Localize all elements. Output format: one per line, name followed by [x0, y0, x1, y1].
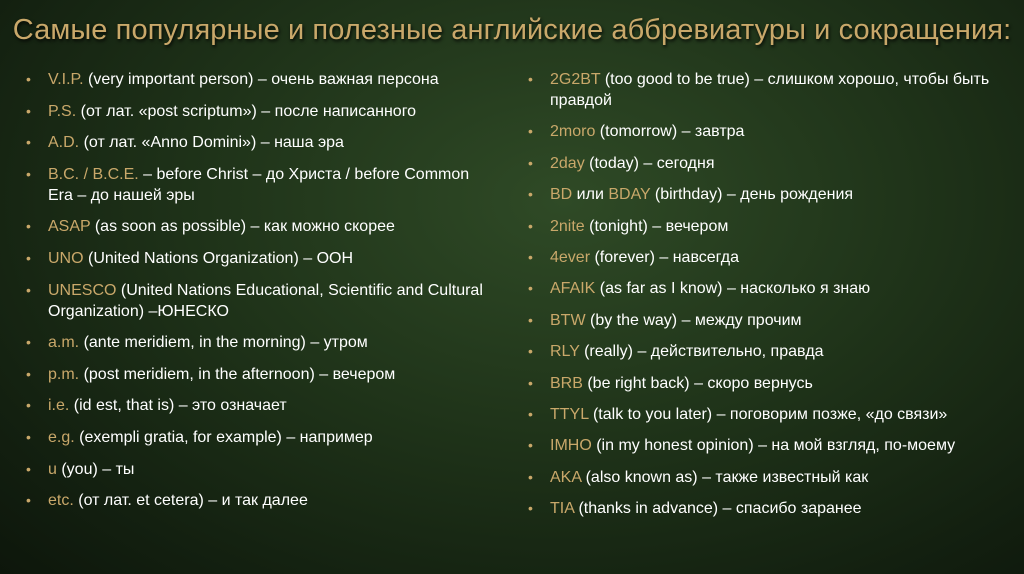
- abbreviation: p.m.: [48, 365, 80, 383]
- definition: (too good to be true) – слишком хорошо, чтобы быть правдой: [550, 71, 990, 109]
- bullet-icon: •: [528, 248, 533, 265]
- abbreviation: BD: [550, 186, 573, 204]
- abbreviation: IMHO: [550, 437, 592, 455]
- bullet-icon: •: [528, 343, 533, 360]
- list-item: [526, 341, 1006, 362]
- definition: или: [572, 186, 609, 204]
- abbreviation: UNESCO: [48, 281, 117, 299]
- list-item: [526, 278, 1006, 299]
- definition: (forever) – навсегда: [590, 248, 740, 266]
- bullet-icon: •: [26, 281, 31, 298]
- bullet-icon: •: [528, 186, 533, 203]
- list-item: [526, 435, 1006, 456]
- abbreviation: P.S.: [48, 102, 77, 120]
- list-item: [24, 101, 494, 122]
- abbreviation: V.I.P.: [48, 71, 84, 88]
- list-item: [24, 364, 494, 385]
- abbreviation: a.m.: [48, 334, 80, 352]
- abbreviation: 2moro: [550, 123, 596, 141]
- abbreviation: u: [48, 460, 57, 478]
- definition: (as soon as possible) – как можно скорее: [90, 218, 395, 236]
- abbreviation: 2G2BT: [550, 71, 601, 88]
- list-item: [24, 132, 494, 153]
- list-item: [526, 373, 1006, 394]
- definition: (be right back) – скоро вернусь: [582, 374, 813, 392]
- abbreviation: AFAIK: [550, 280, 596, 298]
- definition: (by the way) – между прочим: [585, 311, 802, 329]
- bullet-icon: •: [26, 492, 31, 509]
- list-item: [24, 164, 494, 206]
- bullet-icon: •: [26, 397, 31, 414]
- abbreviation: RLY: [550, 343, 580, 361]
- list-item: [24, 332, 494, 353]
- definition: (tonight) – вечером: [584, 217, 729, 235]
- bullet-icon: •: [26, 460, 31, 477]
- abbreviation: B.C. / B.C.E.: [48, 165, 139, 183]
- abbreviation: e.g.: [48, 428, 75, 446]
- abbreviation-alt: BDAY: [608, 186, 651, 204]
- bullet-icon: •: [528, 500, 533, 517]
- definition: (also known as) – также известный как: [581, 468, 869, 486]
- abbreviation: A.D.: [48, 134, 80, 152]
- definition: (you) – ты: [56, 460, 135, 478]
- abbreviation: TTYL: [550, 405, 589, 423]
- abbreviation: BRB: [550, 374, 583, 392]
- abbreviation: AKA: [550, 468, 582, 486]
- definition: (от лат. «post scriptum») – после написанного: [76, 102, 417, 120]
- list-item: [526, 247, 1006, 268]
- list-item: [24, 490, 494, 511]
- list-item: [526, 467, 1006, 488]
- abbreviation: i.e.: [48, 397, 70, 415]
- definition: (in my honest opinion) – на мой взгляд, по-моему: [591, 437, 956, 455]
- bullet-icon: •: [26, 365, 31, 382]
- abbreviation: 4ever: [550, 248, 591, 266]
- definition: (as far as I know) – насколько я знаю: [595, 280, 871, 298]
- definition: (today) – сегодня: [584, 154, 715, 172]
- bullet-icon: •: [26, 71, 31, 87]
- list-item: [526, 404, 1006, 425]
- abbreviation: UNO: [48, 249, 84, 267]
- list-item: [24, 427, 494, 448]
- abbreviation: 2day: [550, 154, 585, 172]
- definition: (от лат. et cetera) – и так далее: [73, 492, 308, 510]
- bullet-icon: •: [528, 374, 533, 391]
- list-item: [526, 153, 1006, 174]
- bullet-icon: •: [26, 218, 31, 235]
- bullet-icon: •: [528, 468, 533, 485]
- list-item: [526, 184, 1006, 205]
- slide-title: Самые популярные и полезные английские аббревиатуры и сокращения:: [12, 14, 1012, 46]
- abbreviation: BTW: [550, 311, 586, 329]
- left-abbreviation-list: [24, 69, 494, 522]
- bullet-icon: •: [528, 123, 533, 140]
- bullet-icon: •: [26, 165, 31, 182]
- list-item: [24, 395, 494, 416]
- definition: (birthday) – день рождения: [650, 186, 854, 204]
- definition: (от лат. «Anno Domini») – наша эра: [79, 134, 344, 152]
- list-item: [24, 69, 494, 90]
- definition: (United Nations Organization) – ООН: [83, 249, 354, 267]
- bullet-icon: •: [528, 437, 533, 454]
- definition: (tomorrow) – завтра: [595, 123, 745, 141]
- definition: (talk to you later) – поговорим позже, «до связи»: [588, 405, 948, 423]
- definition: (post meridiem, in the afternoon) – вечером: [79, 365, 396, 383]
- list-item: [24, 248, 494, 269]
- definition: (id est, that is) – это означает: [69, 397, 287, 415]
- definition: – before Christ – до Христа / before Common Era – до нашей эры: [48, 165, 470, 204]
- list-item: [526, 310, 1006, 331]
- bullet-icon: •: [26, 428, 31, 445]
- list-item: [24, 280, 494, 322]
- bullet-icon: •: [528, 217, 533, 234]
- abbreviation: ASAP: [48, 218, 91, 236]
- bullet-icon: •: [26, 102, 31, 119]
- list-item: [526, 498, 1006, 519]
- definition: (exempli gratia, for example) – например: [74, 428, 373, 446]
- list-item: [526, 216, 1006, 237]
- definition: (United Nations Educational, Scientific and Cultural Organization) –ЮНЕСКО: [48, 281, 483, 320]
- definition: (really) – действительно, правда: [579, 343, 824, 361]
- abbreviation: etc.: [48, 492, 74, 510]
- bullet-icon: •: [528, 311, 533, 328]
- abbreviation: 2nite: [550, 217, 585, 235]
- bullet-icon: •: [528, 71, 533, 87]
- definition: (very important person) – очень важная персона: [83, 71, 439, 88]
- bullet-icon: •: [528, 405, 533, 422]
- bullet-icon: •: [26, 249, 31, 266]
- definition: (thanks in advance) – спасибо заранее: [574, 500, 862, 518]
- bullet-icon: •: [528, 154, 533, 171]
- definition: (ante meridiem, in the morning) – утром: [79, 334, 368, 352]
- list-item: [526, 121, 1006, 142]
- bullet-icon: •: [26, 134, 31, 151]
- bullet-icon: •: [528, 280, 533, 297]
- list-item: [24, 216, 494, 237]
- bullet-icon: •: [26, 334, 31, 351]
- list-item: [526, 69, 1006, 111]
- list-item: [24, 459, 494, 480]
- abbreviation: TIA: [550, 500, 575, 518]
- right-abbreviation-list: [526, 69, 1006, 529]
